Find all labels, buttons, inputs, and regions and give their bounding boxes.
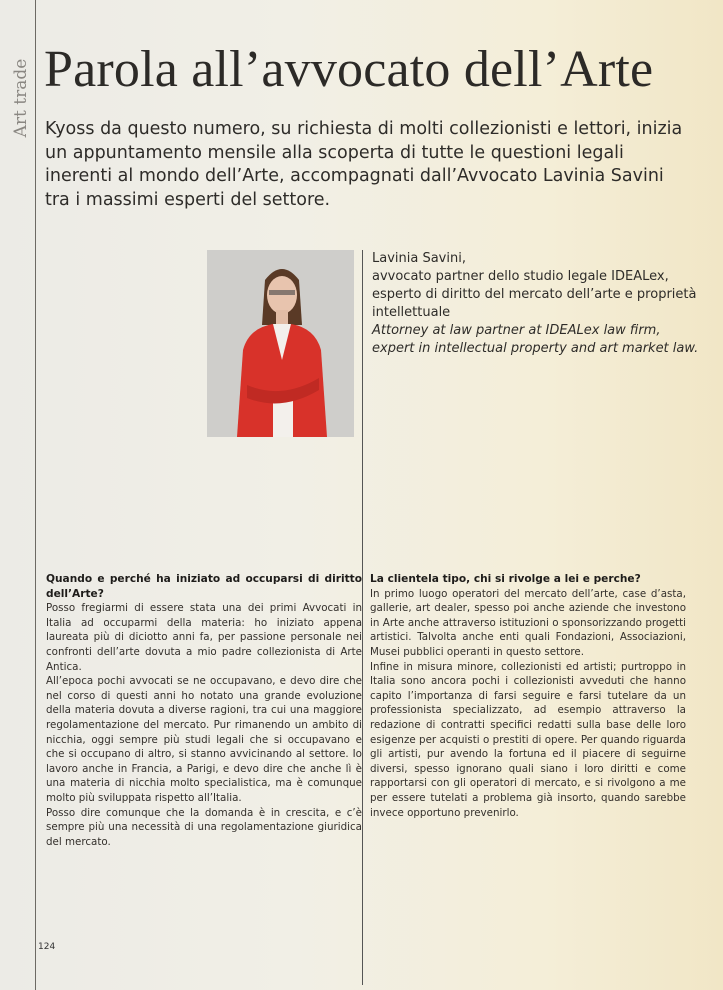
section-label-text: Art trade [11,58,31,138]
interview-column-left [46,572,362,849]
section-label [6,58,36,138]
author-name: Lavinia Savini, [372,251,466,266]
answer-paragraph: All’epoca pochi avvocati se ne occupavano, e devo dire che nel corso di questi anni ho notato una grande evoluzione della materia dovuta a diverse ragioni, tra cui una maggiore regolamentazione del mercato. Pur rimanendo un ambito di nicchia, oggi sempre più studi legali che si occupavano e che si occupano di altro, si stanno avvicinando al settore. Io lavoro anche in Francia, a Parigi, e devo dire che anche lì è una materia di nicchia molto specialistica, ma è comunque molto più sviluppata rispetto all’Italia. [46,675,362,804]
page-title: Parola all’avvocato dell’Arte [44,41,654,98]
answer-paragraph: Posso fregiarmi di essere stata una dei primi Avvocati in Italia ad occuparmi della materia: ho iniziato appena laureata più di diciotto anni fa, per passione personale nei confronti dell’arte dovuta a mio padre collezionista di Arte Antica. [46,602,362,673]
answer-paragraph: Posso dire comunque che la domanda è in crescita, e c’è sempre più una necessità di una regolamentazione giuridica del mercato. [46,806,362,848]
answer-paragraph: In primo luogo operatori del mercato dell’arte, case d’asta, gallerie, art dealer, spesso poi anche aziende che investono in Arte anche attraverso istituzioni o sponsorizzando progetti artistici. Talvolta anche enti quali Fondazioni, Associazioni, Musei pubblici operanti in questo settore. [370,587,686,658]
author-role-english: Attorney at law partner at IDEALex law firm, expert in intellectual property and art market law. [372,323,699,356]
page-number: 124 [38,942,56,952]
answer-paragraph: Infine in misura minore, collezionisti ed artisti; purtroppo in Italia sono ancora pochi i collezionisti avveduti che hanno capito l’importanza di farsi seguire e farsi tutelare da un professionista specializzato, ad esempio attraverso la redazione di contratti specifici redatti sulla base delle loro esigenze per acquisti o prestiti di opere. Per quando riguarda gli artisti, pur avendo la fortuna ed il piacere di seguirne diversi, spesso ignorano quali siano i loro diritti e come rapportarsi con gli operatori di mercato, e si rivolgono a me per essere tutelati a problema già insorto, quando sarebbe invece opportuno prevenirlo. [370,660,686,819]
question-heading: La clientela tipo, chi si rivolge a lei e perche? [370,573,641,585]
intro-paragraph: Kyoss da questo numero, su richiesta di molti collezionisti e lettori, inizia un appuntamento mensile alla scoperta di tutte le questioni legali inerenti al mondo dell’Arte, accompagnati dall’Avvocato Lavinia Savini tra i massimi esperti del settore. [45,119,683,210]
author-role-italian: avvocato partner dello studio legale IDEALex, esperto di diritto del mercato dell’arte e proprietà intellettuale [372,269,697,320]
question-heading: Quando e perché ha iniziato ad occuparsi di diritto dell’Arte? [46,573,362,600]
portrait-photo [207,250,354,437]
author-caption [372,250,702,358]
left-margin-rule [35,0,36,990]
interview-column-right [370,572,686,820]
column-divider [362,250,363,985]
